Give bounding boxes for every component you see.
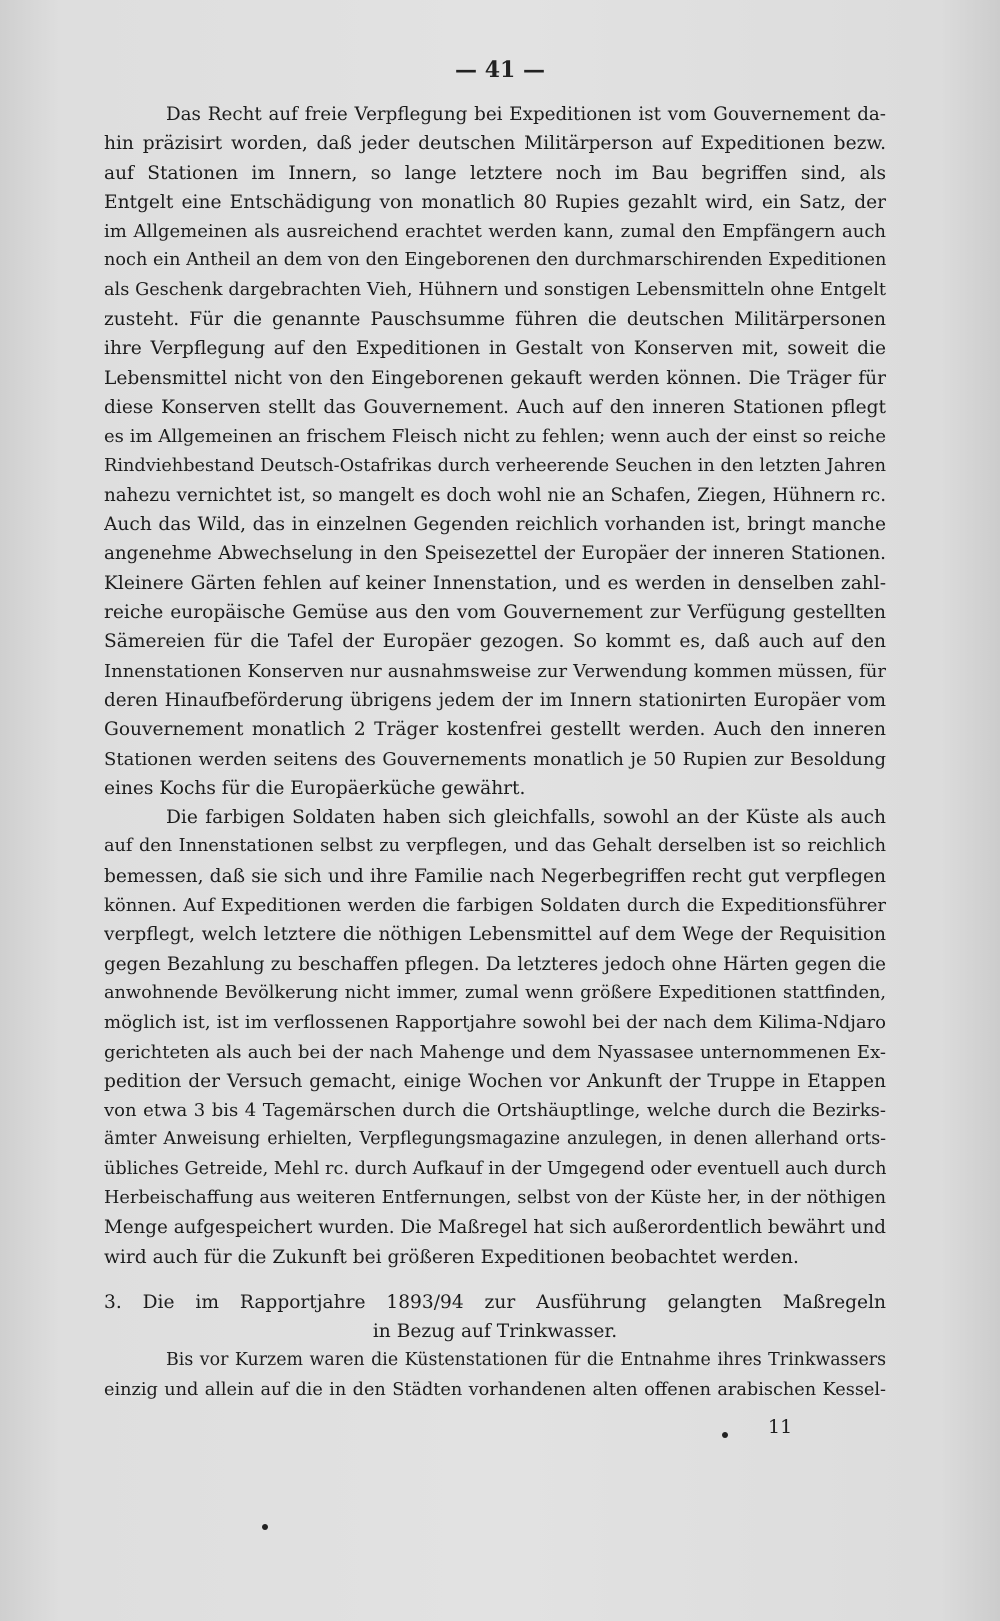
text-line: nahezu vernichtet ist, so mangelt es doch wohl nie an Schafen, Ziegen, Hühnern rc. [104, 484, 886, 506]
text-line: Kleinere Gärten fehlen auf keiner Innenstation, und es werden in denselben zahl- [104, 572, 886, 594]
text-line: möglich ist, ist im verflossenen Rapportjahre sowohl bei der nach dem Kilima-Ndjaro [104, 1012, 886, 1034]
text-line: Stationen werden seitens des Gouvernements monatlich je 50 Rupien zur Besoldung [104, 748, 886, 770]
text-line: ihre Verpflegung auf den Expeditionen in Gestalt von Konserven mit, soweit die [104, 338, 886, 360]
text-line: gerichteten als auch bei der nach Mahenge und dem Nyassasee unternommenen Ex- [104, 1041, 886, 1063]
text-line: Das Recht auf freie Verpflegung bei Expeditionen ist vom Gouvernement da- [166, 104, 886, 125]
text-line: Menge aufgespeichert wurden. Die Maßregel hat sich außerordentlich bewährt und [104, 1217, 886, 1239]
text-line: noch ein Antheil an dem von den Eingeborenen den durchmarschirenden Expeditionen [104, 250, 886, 271]
text-line: anwohnende Bevölkerung nicht immer, zumal wenn größere Expeditionen stattfinden, [104, 982, 886, 1003]
text-line: Lebensmittel nicht von den Eingeborenen gekauft werden können. Die Träger für [104, 367, 886, 389]
text-line: bemessen, daß sie sich und ihre Familie nach Negerbegriffen recht gut verpflegen [104, 865, 886, 887]
text-line: hin präzisirt worden, daß jeder deutschen Militärperson auf Expeditionen bezw. [104, 133, 886, 155]
text-line: deren Hinaufbeförderung übrigens jedem der im Innern stationirten Europäer vom [104, 689, 886, 711]
text-line: zusteht. Für die genannte Pauschsumme führen die deutschen Militärpersonen [104, 309, 886, 331]
text-line: Entgelt eine Entschädigung von monatlich 80 Rupies gezahlt wird, ein Satz, der [104, 191, 886, 213]
text-line: reiche europäische Gemüse aus den vom Gouvernement zur Verfügung gestellten [104, 602, 886, 624]
page-number: — 41 — [455, 57, 545, 83]
text-line: als Geschenk dargebrachten Vieh, Hühnern und sonstigen Lebensmitteln ohne Entgelt [104, 279, 886, 300]
text-line: Rindviehbestand Deutsch-Ostafrikas durch verheerende Seuchen in den letzten Jahren [104, 455, 886, 476]
text-line: Bis vor Kurzem waren die Küstenstationen für die Entnahme ihres Trinkwassers [166, 1350, 886, 1371]
section-heading-continued: in Bezug auf Trinkwasser. [372, 1321, 618, 1343]
text-line: Die farbigen Soldaten haben sich gleichfalls, sowohl an der Küste als auch [166, 807, 886, 829]
text-line: diese Konserven stellt das Gouvernement. Auch auf den inneren Stationen pflegt [104, 396, 886, 418]
text-line: eines Kochs für die Europäerküche gewährt. [104, 777, 526, 799]
text-line: wird auch für die Zukunft bei größeren Expeditionen beobachtet werden. [104, 1246, 799, 1268]
text-line: von etwa 3 bis 4 Tagemärschen durch die Ortshäuptlinge, welche durch die Bezirks- [104, 1100, 886, 1122]
text-line: ämter Anweisung erhielten, Verpflegungsmagazine anzulegen, in denen allerhand orts- [104, 1129, 886, 1150]
ink-dot [722, 1432, 728, 1438]
section-heading: 3. Die im Rapportjahre 1893/94 zur Ausführung gelangten Maßregeln [104, 1291, 886, 1313]
text-line: Sämereien für die Tafel der Europäer gezogen. So kommt es, daß auch auf den [104, 631, 886, 653]
text-line: Gouvernement monatlich 2 Träger kostenfrei gestellt werden. Auch den inneren [104, 719, 886, 741]
text-line: können. Auf Expeditionen werden die farbigen Soldaten durch die Expeditionsführer [104, 895, 886, 917]
section-gap [104, 1272, 886, 1288]
text-line: einzig und allein auf die in den Städten vorhandenen alten offenen arabischen Kessel- [104, 1379, 886, 1400]
text-line: auf den Innenstationen selbst zu verpflegen, und das Gehalt derselben ist so reichlich [104, 836, 886, 857]
text-line: im Allgemeinen als ausreichend erachtet werden kann, zumal den Empfängern auch [104, 221, 886, 243]
ink-dot [262, 1524, 268, 1530]
text-line: verpflegt, welch letztere die nöthigen Lebensmittel auf dem Wege der Requisition [104, 924, 886, 946]
text-line: pedition der Versuch gemacht, einige Wochen vor Ankunft der Truppe in Etappen [104, 1070, 886, 1092]
text-line: gegen Bezahlung zu beschaffen pflegen. Da letzteres jedoch ohne Härten gegen die [104, 953, 886, 975]
signature-mark: 11 [768, 1416, 793, 1438]
text-line: Herbeischaffung aus weiteren Entfernungen, selbst von der Küste her, in der nöthigen [104, 1187, 886, 1208]
text-line: angenehme Abwechselung in den Speisezettel der Europäer der inneren Stationen. [104, 543, 886, 565]
text-line: übliches Getreide, Mehl rc. durch Aufkauf in der Umgegend oder eventuell auch durch [104, 1158, 886, 1179]
text-line: Innenstationen Konserven nur ausnahmsweise zur Verwendung kommen müssen, für [104, 660, 886, 682]
text-line: auf Stationen im Innern, so lange letztere noch im Bau begriffen sind, als [104, 162, 886, 184]
text-line: Auch das Wild, das in einzelnen Gegenden reichlich vorhanden ist, bringt manche [104, 514, 886, 536]
body-text [104, 100, 886, 1405]
text-line: es im Allgemeinen an frischem Fleisch nicht zu fehlen; wenn auch der einst so reiche [104, 426, 886, 448]
